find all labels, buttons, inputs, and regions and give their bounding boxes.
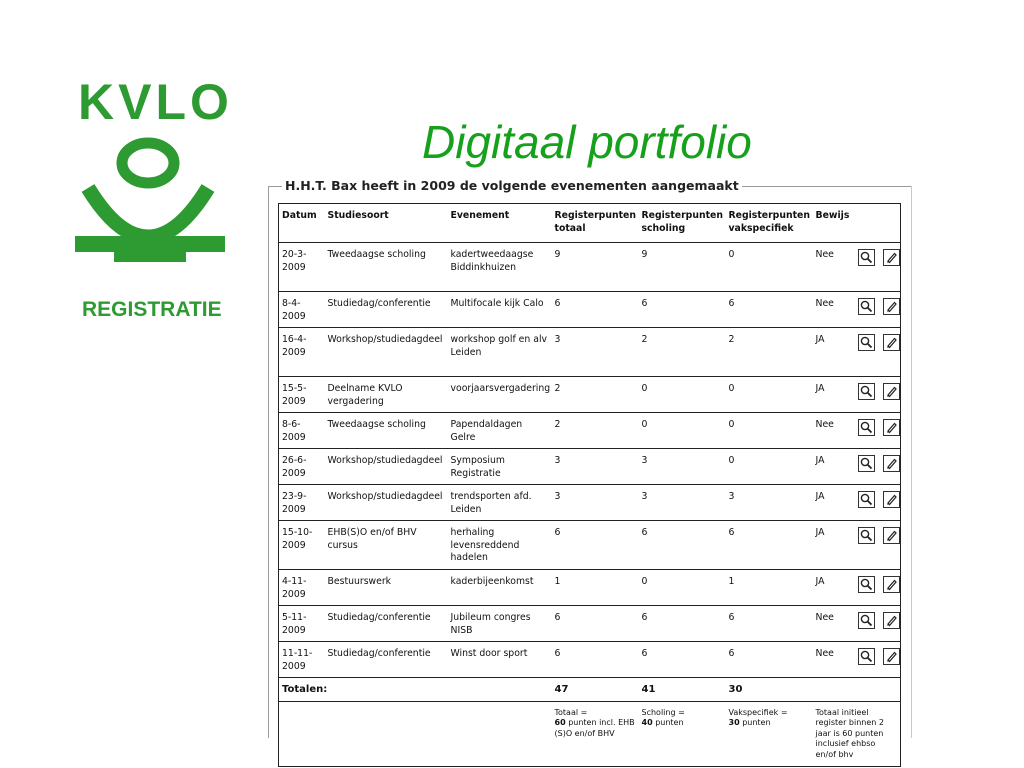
magnifier-icon[interactable] [858, 383, 875, 400]
table-row [279, 521, 901, 570]
cell-studiesoort: Studiedag/conferentie [325, 606, 448, 642]
totals-label: Totalen: [279, 678, 552, 702]
cell-scholing: 6 [639, 521, 726, 570]
cell-scholing: 0 [639, 570, 726, 606]
logo-text-kvlo: KVLO [78, 74, 233, 130]
cell-vakspecifiek: 2 [726, 328, 813, 377]
cell-totaal: 3 [552, 449, 639, 485]
cell-evenement: voorjaarsvergadering [448, 377, 552, 413]
cell-totaal: 2 [552, 413, 639, 449]
note-vak-number: 30 [728, 718, 740, 727]
cell-evenement: Multifocale kijk Calo [448, 292, 552, 328]
cell-bewijs [813, 243, 901, 292]
totals-row [279, 678, 901, 702]
bewijs-value: Nee [815, 648, 834, 659]
cell-scholing: 6 [639, 606, 726, 642]
cell-bewijs [813, 485, 901, 521]
pencil-icon[interactable] [883, 612, 900, 629]
table-row [279, 243, 901, 292]
note-vak-suffix: punten [742, 718, 771, 727]
pencil-icon[interactable] [883, 527, 900, 544]
cell-vakspecifiek: 0 [726, 413, 813, 449]
magnifier-icon[interactable] [858, 334, 875, 351]
cell-bewijs [813, 377, 901, 413]
note-vakspecifiek [726, 701, 813, 766]
document-heading: H.H.T. Bax heeft in 2009 de volgende evenementen aangemaakt [282, 178, 742, 193]
table-row [279, 570, 901, 606]
cell-scholing: 6 [639, 642, 726, 678]
bewijs-value: JA [815, 576, 825, 587]
table-row [279, 449, 901, 485]
table-row [279, 377, 901, 413]
table-row [279, 642, 901, 678]
cell-studiesoort: EHB(S)O en/of BHV cursus [325, 521, 448, 570]
cell-bewijs [813, 449, 901, 485]
table-row [279, 606, 901, 642]
cell-evenement: workshop golf en alv Leiden [448, 328, 552, 377]
bewijs-value: JA [815, 491, 825, 502]
cell-studiesoort: Deelname KVLO vergadering [325, 377, 448, 413]
cell-scholing: 9 [639, 243, 726, 292]
magnifier-icon[interactable] [858, 527, 875, 544]
column-header: Registerpunten scholing [639, 204, 726, 243]
notes-empty [279, 701, 552, 766]
pencil-icon[interactable] [883, 576, 900, 593]
cell-datum: 23-9-2009 [279, 485, 325, 521]
cell-vakspecifiek: 0 [726, 243, 813, 292]
bewijs-value: Nee [815, 249, 834, 260]
page-title: Digitaal portfolio [422, 116, 752, 168]
cell-bewijs [813, 521, 901, 570]
cell-evenement: herhaling levensreddend hadelen [448, 521, 552, 570]
table-row [279, 485, 901, 521]
magnifier-icon[interactable] [858, 612, 875, 629]
table-row [279, 328, 901, 377]
cell-studiesoort: Workshop/studiedagdeel [325, 328, 448, 377]
cell-studiesoort: Bestuurswerk [325, 570, 448, 606]
notes-row [279, 701, 901, 766]
magnifier-icon[interactable] [858, 491, 875, 508]
column-header: Registerpunten totaal [552, 204, 639, 243]
column-header: Evenement [448, 204, 552, 243]
bewijs-value: Nee [815, 612, 834, 623]
cell-scholing: 3 [639, 449, 726, 485]
logo-text-registratie: REGISTRATIE [82, 298, 222, 321]
cell-totaal: 3 [552, 328, 639, 377]
cell-totaal: 3 [552, 485, 639, 521]
cell-bewijs [813, 292, 901, 328]
document-frame-right [911, 186, 912, 738]
cell-evenement: Symposium Registratie [448, 449, 552, 485]
cell-datum: 20-3-2009 [279, 243, 325, 292]
bewijs-value: JA [815, 383, 825, 394]
cell-bewijs [813, 606, 901, 642]
cell-bewijs [813, 413, 901, 449]
note-totaal-prefix: Totaal = [554, 707, 588, 717]
bewijs-value: JA [815, 455, 825, 466]
cell-datum: 26-6-2009 [279, 449, 325, 485]
column-header: Datum [279, 204, 325, 243]
pencil-icon[interactable] [883, 298, 900, 315]
cell-vakspecifiek: 6 [726, 606, 813, 642]
note-scholing-prefix: Scholing = [641, 707, 685, 717]
cell-datum: 5-11-2009 [279, 606, 325, 642]
logo-emblem-icon [70, 136, 230, 301]
totals-bewijs [813, 678, 901, 702]
document-frame-left [268, 186, 269, 738]
cell-datum: 8-4-2009 [279, 292, 325, 328]
cell-studiesoort: Tweedaagse scholing [325, 413, 448, 449]
note-totaal-suffix: punten incl. EHB (S)O en/of BHV [554, 718, 635, 738]
note-totaal [552, 701, 639, 766]
totals-scholing: 41 [639, 678, 726, 702]
pencil-icon[interactable] [883, 648, 900, 665]
magnifier-icon[interactable] [858, 455, 875, 472]
cell-vakspecifiek: 0 [726, 377, 813, 413]
magnifier-icon[interactable] [858, 249, 875, 266]
bewijs-value: JA [815, 334, 825, 345]
magnifier-icon[interactable] [858, 576, 875, 593]
cell-totaal: 9 [552, 243, 639, 292]
cell-bewijs [813, 642, 901, 678]
events-table [278, 203, 901, 767]
cell-bewijs [813, 328, 901, 377]
cell-evenement: Papendaldagen Gelre [448, 413, 552, 449]
note-bewijs: Totaal initieel register binnen 2 jaar is 60 punten inclusief ehbso en/of bhv [813, 701, 901, 766]
pencil-icon[interactable] [883, 419, 900, 436]
cell-evenement: Jubileum congres NISB [448, 606, 552, 642]
cell-datum: 16-4-2009 [279, 328, 325, 377]
cell-scholing: 6 [639, 292, 726, 328]
bewijs-value: Nee [815, 298, 834, 309]
note-scholing [639, 701, 726, 766]
cell-totaal: 1 [552, 570, 639, 606]
pencil-icon[interactable] [883, 249, 900, 266]
cell-datum: 15-10-2009 [279, 521, 325, 570]
cell-evenement: trendsporten afd. Leiden [448, 485, 552, 521]
cell-totaal: 6 [552, 642, 639, 678]
cell-studiesoort: Studiedag/conferentie [325, 292, 448, 328]
kvlo-logo [70, 74, 233, 326]
cell-totaal: 6 [552, 292, 639, 328]
column-header: Studiesoort [325, 204, 448, 243]
totals-vakspecifiek: 30 [726, 678, 813, 702]
cell-studiesoort: Tweedaagse scholing [325, 243, 448, 292]
bewijs-value: Nee [815, 419, 834, 430]
column-header: Registerpunten vakspecifiek [726, 204, 813, 243]
portfolio-document [268, 176, 912, 759]
cell-scholing: 2 [639, 328, 726, 377]
note-scholing-suffix: punten [655, 718, 684, 727]
cell-vakspecifiek: 0 [726, 449, 813, 485]
cell-studiesoort: Studiedag/conferentie [325, 642, 448, 678]
cell-vakspecifiek: 6 [726, 292, 813, 328]
cell-vakspecifiek: 6 [726, 642, 813, 678]
magnifier-icon[interactable] [858, 298, 875, 315]
cell-scholing: 0 [639, 377, 726, 413]
pencil-icon[interactable] [883, 455, 900, 472]
cell-datum: 11-11-2009 [279, 642, 325, 678]
note-vak-prefix: Vakspecifiek = [728, 707, 788, 717]
cell-vakspecifiek: 1 [726, 570, 813, 606]
cell-vakspecifiek: 3 [726, 485, 813, 521]
note-totaal-number: 60 [554, 718, 566, 727]
bewijs-value: JA [815, 527, 825, 538]
magnifier-icon[interactable] [858, 419, 875, 436]
cell-datum: 15-5-2009 [279, 377, 325, 413]
column-header: Bewijs [813, 204, 901, 243]
pencil-icon[interactable] [883, 491, 900, 508]
pencil-icon[interactable] [883, 383, 900, 400]
cell-scholing: 0 [639, 413, 726, 449]
cell-scholing: 3 [639, 485, 726, 521]
cell-vakspecifiek: 6 [726, 521, 813, 570]
cell-datum: 8-6-2009 [279, 413, 325, 449]
magnifier-icon[interactable] [858, 648, 875, 665]
cell-bewijs [813, 570, 901, 606]
note-scholing-number: 40 [641, 718, 653, 727]
cell-totaal: 2 [552, 377, 639, 413]
table-row [279, 413, 901, 449]
table-header-row [279, 204, 901, 243]
pencil-icon[interactable] [883, 334, 900, 351]
cell-evenement: Winst door sport [448, 642, 552, 678]
cell-datum: 4-11-2009 [279, 570, 325, 606]
cell-evenement: kadertweedaagse Biddinkhuizen [448, 243, 552, 292]
table-row [279, 292, 901, 328]
cell-totaal: 6 [552, 606, 639, 642]
totals-totaal: 47 [552, 678, 639, 702]
cell-studiesoort: Workshop/studiedagdeel [325, 485, 448, 521]
cell-evenement: kaderbijeenkomst [448, 570, 552, 606]
cell-totaal: 6 [552, 521, 639, 570]
cell-studiesoort: Workshop/studiedagdeel [325, 449, 448, 485]
